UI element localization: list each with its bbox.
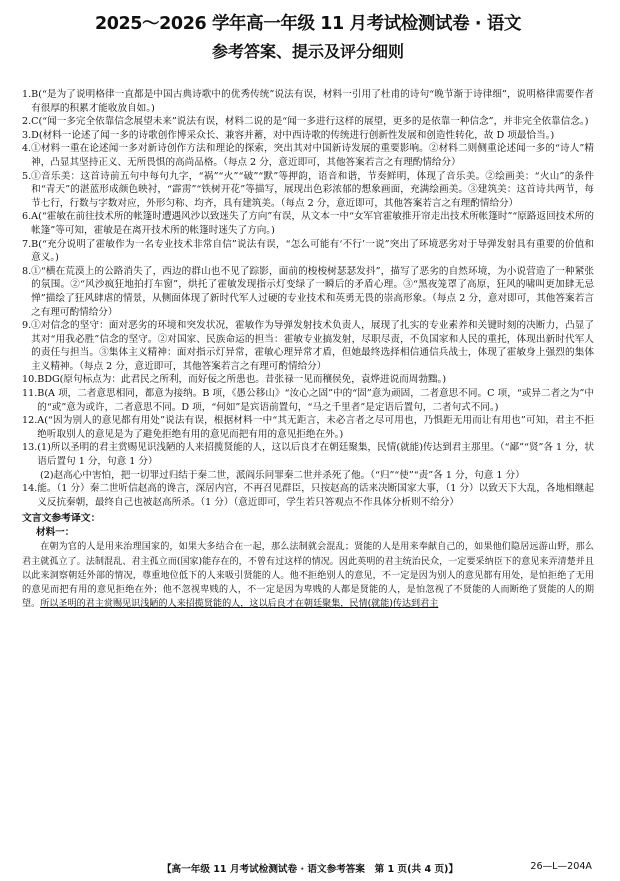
answer-text: (2)赵高心中害怕，把一切罪过归结于秦二世，派阎乐问罪秦二世并杀死了他。（“归”“使”“责”各 1 分，句意 1 分） — [40, 469, 525, 481]
answer-number: 12. — [22, 415, 38, 427]
answer-text: 能。（1 分）秦二世听信赵高的谗言，深居内宫，不再召见群臣，只按赵高的话来决断国家大事，（1 分）以致天下大乱，各地相继起义反抗秦朝，最终自己也被赵高所杀。（1 分）（意近即可，学生若只答观点不作具体分析则不给分） — [37, 483, 594, 508]
answer-number: 5. — [22, 170, 32, 182]
answer-item — [22, 265, 594, 319]
answer-item — [22, 210, 594, 237]
answer-list — [22, 88, 594, 509]
answer-number: 8. — [22, 265, 32, 277]
answer-item — [22, 238, 594, 265]
answer-number: 9. — [22, 320, 32, 332]
answer-text: ①“横在荒漠上的公路消失了，西边的群山也不见了踪影，面前的梭梭树瑟瑟发抖”，描写了恶劣的自然环境，为小说营造了一种紧张的氛围。②“风沙疯狂地拍打车窗”，烘托了霍敏发现指示灯变绿了一瞬后的矛盾心理。③“黑夜笼罩了高原，狂风的啸叫更加肆无忌惮”描绘了狂风肆虐的情景，从侧面体现了新时代军人过硬的专业技术和英勇无畏的崇高形象。（每点 2 分，意对即可，其他答案若言之有理可酌情给分） — [31, 265, 594, 318]
answer-number: 2. — [22, 116, 32, 128]
translation-paragraph — [22, 540, 594, 611]
material-label: 材料一： — [36, 527, 75, 539]
answer-number: 13. — [22, 442, 38, 454]
translation-text: 在朝为官的人是用来治理国家的，如果大多结合在一起，那么法制就会混乱；贤能的人是用来奉献自己的，如果他们隐居远游山野，那么君主就孤立了。法制混乱、君主孤立而(国家)能存在的，不曾有过这样的情况。因此英明的君主统治民众，一定要采纳臣下的意见来弄清楚并且以此来洞察朝廷外部的情况，尊重地位低下的人来吸引贤能的人。他不拒绝别人的意见，不一定是因为别人的意见都有用处，是怕拒绝了无用的意见而把有用的意见拒绝在外；他不忽视卑贱的人，不一定是因为卑贱的人都是贤能的人，是怕忽视了不贤能的人而断绝了贤能的人的期望。 — [22, 542, 594, 610]
answer-subitem — [22, 469, 594, 483]
footer-code: 26—L—204A — [530, 861, 592, 872]
answer-item — [22, 441, 594, 468]
exam-subtitle: 参考答案、提示及评分细则 — [211, 42, 404, 61]
answer-item — [22, 129, 594, 143]
answer-text: B(A 项，二者意思相同，都意为接纳。B 项，《愚公移山》“汝心之固”中的“固”意为顽固，二者意思不同。C 项，“或异二者之为”中的“或”意为或许，二者意思不同。D 项，“何如”是宾语前置句，“马之千里者”是定语后置句，二者句式不同。) — [37, 388, 594, 413]
answer-text: A(“霍敏在前往技术所的帐篷时遭遇风沙以致迷失了方向”有误，从文本一中“女军官霍敏推开帘走出技术所帐篷时”“原路返回技术所的帐篷”等可知，霍敏是在离开技术所的帐篷时迷失了方向。) — [31, 211, 595, 236]
answer-number: 4. — [22, 143, 32, 155]
translation-underlined-text: 所以圣明的君主赏赐见识浅陋的人来招揽贤能的人，这以后良才在朝廷聚集，民情(就能)传达到君主 — [40, 599, 439, 610]
answer-number: 3. — [22, 129, 32, 141]
answer-number: 10. — [22, 374, 38, 386]
answer-number: 6. — [22, 211, 32, 223]
answer-number: 1. — [22, 89, 32, 100]
answer-number: 7. — [22, 238, 32, 250]
answer-text: BDG(原句标点为：此君民之所利，而好佞之所患也。昔张禄一见而穰侯免，袁烨进说而周勃黜。) — [37, 374, 447, 386]
answer-item — [22, 319, 594, 373]
translation-heading: 文言文参考译文： — [22, 513, 101, 525]
answer-text: ①音乐美：这首诗前五句中每句九字，“祸”“火”“破”“默”等押韵，语音和谐，节奏鲜明，体现了音乐美。②绘画美：“火山”的条件和“青天”的湛蓝形成颜色映衬，“霹雳”“铁树开花”等描写，展现出色彩浓郁的想象画面，充满绘画美。③建筑美：这首诗共两节，每节七行，行数与字数对应，外形匀称、均齐，具有建筑美。（每点 2 分，意近即可，其他答案若言之有理酌情给分） — [31, 170, 594, 209]
answer-item — [22, 482, 594, 509]
answer-text: (1)所以圣明的君主赏赐见识浅陋的人来招揽贤能的人，这以后良才在朝廷聚集，民情(就能)传达到君主那里。（“鄙”“贤”各 1 分，状语后置句 1 分，句意 1 分） — [37, 442, 594, 468]
answer-text: A(“因为别人的意见都有用处”说法有误，根据材料一中“其无距言，未必言者之尽可用也，乃惧距无用而让有用也”可知，君主不拒绝听取别人的意见是为了避免拒绝有用的意见而把有用的意见拒绝在外。) — [37, 415, 594, 440]
answer-text: D(材料一论述了闻一多的诗歌创作博采众长、兼容并蓄，对中西诗歌的传统进行创新性发展和创造性转化，故 D 项最恰当。) — [31, 129, 555, 141]
answer-item — [22, 88, 594, 115]
answer-number: 11. — [22, 388, 38, 400]
answer-item — [22, 387, 594, 414]
answer-text: ①对信念的坚守：面对恶劣的环境和突发状况，霍敏作为导弹发射技术负责人，展现了扎实的专业素养和关键时刻的决断力，凸显了其对“用我必胜”信念的坚守。②对国家、民族命运的担当：霍敏专业搞发射，尽职尽责，不负国家和人民的重托，体现出新时代军人的责任与担当。③集体主义精神：面对指示灯异常，霍敏心理异常才盾，但她最终选择相信通信兵战士，体现了霍敏身上强烈的集体主义精神。（每点 2 分，意近即可，其他答案若言之有理可酌情给分） — [31, 320, 594, 372]
answer-text: C(“闻一多完全依靠信念展望未来”说法有误，材料二说的是“闻一多进行这样的展望，更多的是依靠一种信念”，并非完全依靠信念。) — [31, 116, 589, 128]
answer-text: ①材料一重在论述闻一多对新诗创作方法和理论的探索，突出其对中国新诗发展的重要影响。②材料二则侧重论述闻一多的“诗人”精神，凸显其坚持正义、无所畏惧的高尚品格。（每点 2 分，意近即可，其他答案若言之有理酌情给分） — [31, 143, 594, 168]
answer-item — [22, 373, 594, 387]
footer-page-info: 【高一年级 11 月考试检测试卷 · 语文参考答案 第 1 页(共 4 页)】 — [161, 864, 459, 875]
answer-item — [22, 414, 594, 441]
answer-item — [22, 115, 594, 129]
answer-text: B(“充分说明了霍敏作为一名专业技术非常自信”说法有误，“怎么可能有‘不行’一说”突出了环境恶劣对于导弹发射具有重要的价值和意义。) — [31, 238, 594, 264]
answer-text: B(“是为了说明格律一直都是中国古典诗歌中的优秀传统”说法有误，材料一引用了杜甫的诗句“晚节渐于诗律细”，说明格律需要作者有很厚的积累才能收放自如。) — [31, 89, 594, 114]
answer-item — [22, 142, 594, 169]
exam-title: 2025～2026 学年高一年级 11 月考试检测试卷 · 语文 — [94, 14, 522, 34]
answer-item — [22, 170, 594, 211]
answer-number: 14. — [22, 483, 38, 495]
